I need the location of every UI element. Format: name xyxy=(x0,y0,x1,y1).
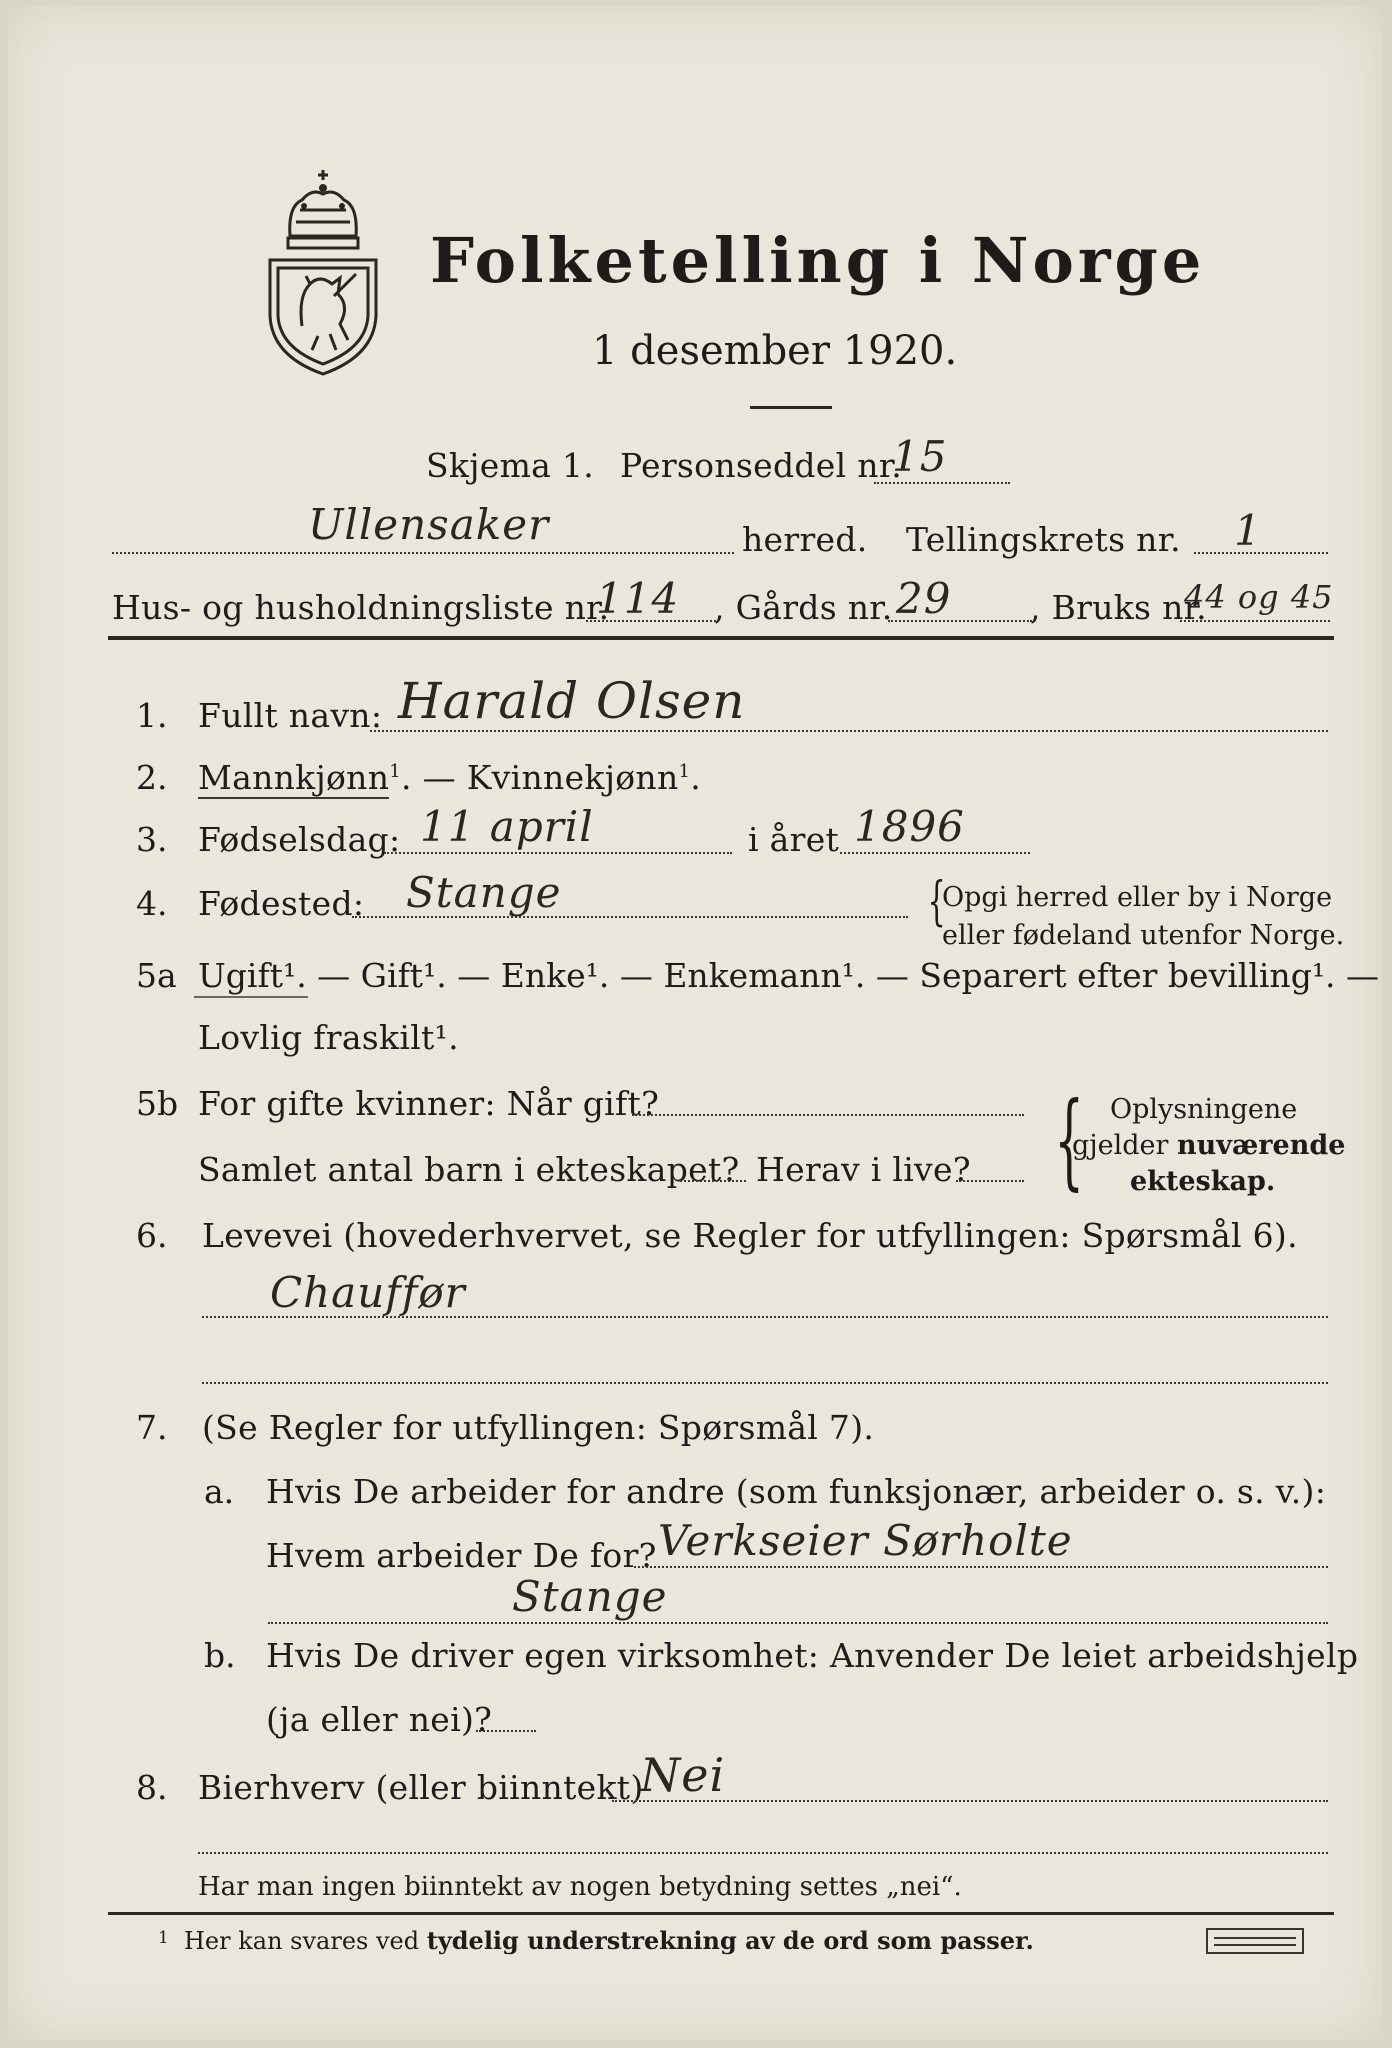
q5a-line2: Lovlig fraskilt¹. xyxy=(198,1018,459,1057)
q7a-line1: Hvis De arbeider for andre (som funksjonær, arbeider o. s. v.): xyxy=(266,1472,1327,1511)
herred-label: herred. xyxy=(742,520,868,559)
q8-label: Bierhverv (eller biinntekt) xyxy=(198,1768,644,1807)
personseddel-dots xyxy=(874,482,1010,484)
q7a-value-line2: Stange xyxy=(512,1572,668,1621)
q3-year-label: i året xyxy=(748,820,840,859)
q5b-note-line3: ekteskap. xyxy=(1130,1166,1276,1197)
tellingskrets-dots xyxy=(1194,552,1328,554)
q2-kvinnekjonn: Kvinnekjønn xyxy=(466,758,679,797)
q7-label: (Se Regler for utfyllingen: Spørsmål 7). xyxy=(202,1408,875,1447)
bruks-dots xyxy=(1180,620,1330,622)
gards-label: , Gårds nr. xyxy=(714,588,893,627)
q1-label: Fullt navn: xyxy=(198,696,383,735)
q3-label: Fødselsdag: xyxy=(198,820,401,859)
q5a-underline xyxy=(194,996,308,998)
q7b-line2: (ja eller nei)? xyxy=(266,1700,493,1739)
q5b-line1-dots xyxy=(632,1114,1024,1116)
q8-dots-2 xyxy=(198,1852,1328,1854)
q2-end: . xyxy=(690,758,702,797)
gards-value: 29 xyxy=(896,574,952,623)
q7a-value-line1: Verkseier Sørholte xyxy=(658,1516,1073,1565)
footnote-text-bold: tydelig understrekning av de ord som passer. xyxy=(426,1926,1034,1955)
q7-number: 7. xyxy=(136,1408,168,1447)
q5b-note-gjelder: gjelder xyxy=(1072,1130,1178,1161)
q7b-line1: Hvis De driver egen virksomhet: Anvender De leiet arbeidshjelp xyxy=(266,1636,1359,1675)
q5a-number: 5a xyxy=(136,956,177,995)
q6-label: Levevei (hovederhvervet, se Regler for utfyllingen: Spørsmål 6). xyxy=(202,1216,1298,1255)
q5b-line2a-dots xyxy=(680,1180,746,1182)
q6-number: 6. xyxy=(136,1216,168,1255)
title-divider xyxy=(750,406,832,409)
q3-dots xyxy=(384,852,732,854)
q8-number: 8. xyxy=(136,1768,168,1807)
q4-dots xyxy=(352,916,908,918)
q3-value: 11 april xyxy=(420,802,594,851)
footnote-text xyxy=(184,1926,1034,1955)
q4-value: Stange xyxy=(406,868,562,917)
q5b-brace: { xyxy=(1054,1079,1084,1201)
gards-dots xyxy=(888,620,1032,622)
printer-stamp-logo xyxy=(1206,1928,1304,1954)
personseddel-label: Personseddel nr. xyxy=(620,446,903,485)
q5b-line2b: Herav i live? xyxy=(756,1150,971,1189)
q8-dots-1 xyxy=(612,1800,1328,1802)
q1-dots xyxy=(370,730,1328,732)
q5b-line2b-dots xyxy=(956,1180,1024,1182)
q7a-dots-2 xyxy=(268,1622,1328,1624)
q5b-note-line1: Oplysningene xyxy=(1110,1094,1298,1125)
q5b-line1: For gifte kvinner: Når gift? xyxy=(198,1084,660,1123)
q2-separator: . — xyxy=(401,758,467,797)
census-form xyxy=(8,6,1382,2040)
q5b-number: 5b xyxy=(136,1084,179,1123)
q4-note-line1: Opgi herred eller by i Norge xyxy=(942,882,1333,913)
bruks-value: 44 og 45 xyxy=(1184,578,1334,616)
norwegian-coat-of-arms-emblem xyxy=(260,166,386,380)
footnote-number: 1 xyxy=(158,1928,169,1948)
personseddel-value: 15 xyxy=(892,432,948,481)
hus-value: 114 xyxy=(596,574,680,623)
q6-dots-1 xyxy=(202,1316,1328,1318)
q6-value: Chauffør xyxy=(270,1268,466,1317)
tellingskrets-label: Tellingskrets nr. xyxy=(906,520,1181,559)
header-rule xyxy=(108,636,1334,640)
q6-dots-2 xyxy=(202,1382,1328,1384)
q4-brace: { xyxy=(927,872,946,932)
q2-number: 2. xyxy=(136,758,168,797)
q7b-dots xyxy=(476,1730,536,1732)
q7a-line2: Hvem arbeider De for? xyxy=(266,1536,657,1575)
q4-note-line2: eller fødeland utenfor Norge. xyxy=(942,920,1345,951)
q3-number: 3. xyxy=(136,820,168,859)
q7a-dots-1 xyxy=(634,1566,1328,1568)
q1-number: 1. xyxy=(136,696,168,735)
q1-value: Harald Olsen xyxy=(398,672,746,730)
q8-value: Nei xyxy=(640,1748,726,1802)
q7b-number: b. xyxy=(204,1636,236,1675)
q3-year-dots xyxy=(840,852,1030,854)
q3-year-value: 1896 xyxy=(854,802,965,851)
q5b-note-nuvaerende: nuværende xyxy=(1177,1130,1346,1161)
skjema-label: Skjema 1. xyxy=(426,446,595,485)
q2-mannkjonn: Mannkjønn xyxy=(198,758,390,797)
q5b-note-line2 xyxy=(1072,1130,1345,1161)
hus-dots xyxy=(586,620,716,622)
footnote-text-plain: Her kan svares ved xyxy=(184,1927,427,1955)
q4-label: Fødested: xyxy=(198,884,365,923)
census-date: 1 desember 1920. xyxy=(592,328,958,374)
hus-label: Hus- og husholdningsliste nr. xyxy=(112,588,610,627)
nei-instruction: Har man ingen biinntekt av nogen betydning settes „nei“. xyxy=(198,1872,962,1902)
form-title: Folketelling i Norge xyxy=(430,224,1206,297)
herred-value: Ullensaker xyxy=(308,500,550,549)
bruks-label: , Bruks nr. xyxy=(1030,588,1207,627)
q5b-line2a: Samlet antal barn i ekteskapet? xyxy=(198,1150,740,1189)
footnote-rule xyxy=(108,1912,1334,1915)
q4-number: 4. xyxy=(136,884,168,923)
q5a-line1: Ugift¹. — Gift¹. — Enke¹. — Enkemann¹. — Separert efter bevilling¹. — xyxy=(198,956,1380,995)
herred-dots xyxy=(112,552,734,554)
tellingskrets-value: 1 xyxy=(1234,506,1262,555)
q2-gender: Mannkjønn$^1$. — Kvinnekjønn$^1$. xyxy=(198,758,702,797)
q7a-number: a. xyxy=(204,1472,235,1511)
